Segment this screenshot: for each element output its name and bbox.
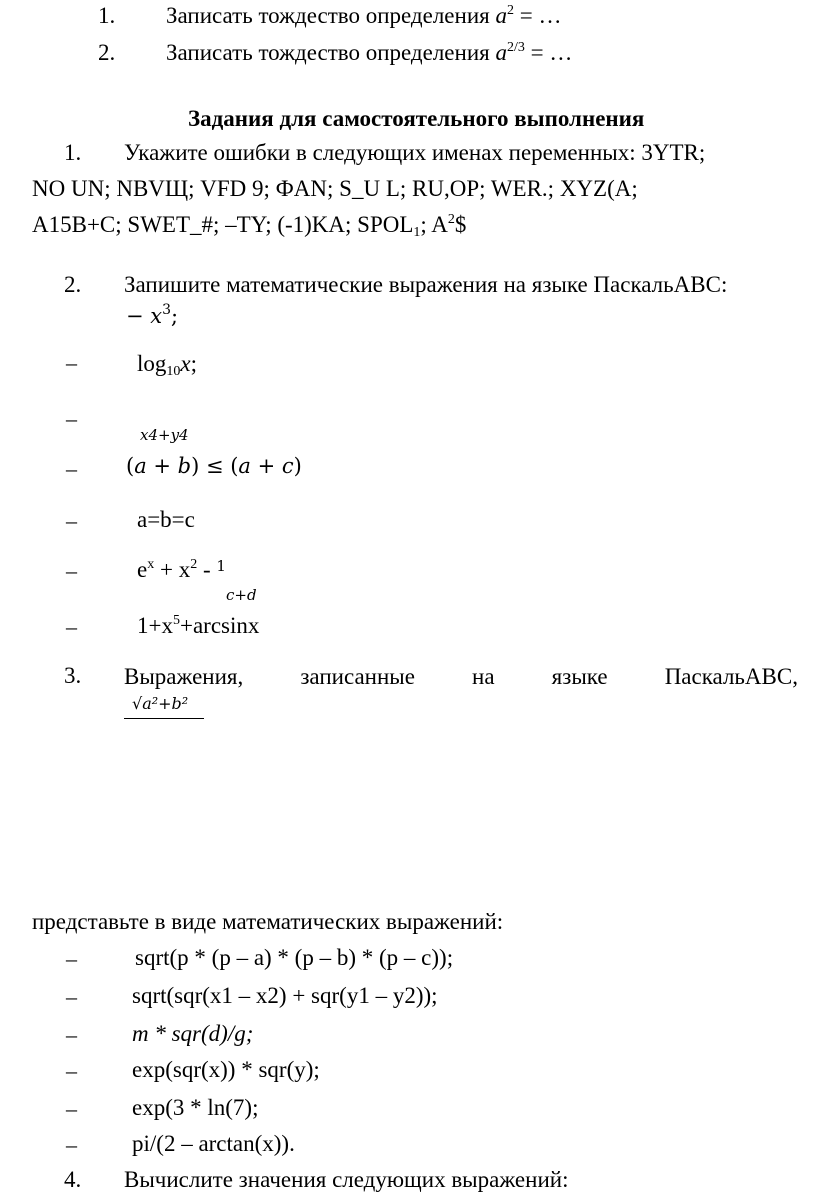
task-3-justified-line	[124, 664, 798, 690]
task-3-number: 3.	[64, 663, 82, 688]
dash-bullet: –	[66, 1096, 77, 1121]
task-2-number: 2.	[64, 272, 82, 297]
task-3-expr: exp(3 * ln(7);	[132, 1095, 259, 1120]
dash-bullet: –	[66, 558, 77, 583]
item-1-number: 1.	[98, 3, 116, 28]
task-1-line-1: Укажите ошибки в следующих именах переменных: 3YTR;	[124, 140, 706, 165]
task-2-expr-equality: a=b=c	[137, 507, 195, 532]
task-3-sqrt-expr: √𝑎²+𝑏²	[132, 694, 189, 713]
task-2-frac-numerator: 𝑥4+𝑦4	[140, 426, 189, 444]
dash-bullet: –	[66, 946, 77, 971]
dash-bullet: –	[66, 614, 77, 639]
task-3-word: языке	[551, 664, 608, 689]
item-2-number: 2.	[98, 40, 116, 65]
dash-bullet: –	[66, 1132, 77, 1157]
dash-bullet: –	[66, 406, 77, 431]
task-2-text: Запишите математические выражения на языке ПаскальABC:	[124, 272, 728, 297]
task-2-expr-log: $\log_{10}x$;	[137, 351, 197, 379]
dash-bullet: –	[66, 456, 77, 481]
dash-bullet: –	[66, 984, 77, 1009]
dash-bullet: –	[66, 350, 77, 375]
task-3-expr: sqrt(sqr(x1 – x2) + sqr(y1 – y2));	[132, 983, 438, 1008]
dash-bullet: –	[66, 1058, 77, 1083]
task-1-line-3: A15B+C; SWET_#; –TY; (-1)KA; $SPOL_1$; $A^2\$$	[32, 212, 467, 240]
task-2-expr-arcsin: $1+x^5+\arcsin x$	[137, 613, 260, 638]
task-1-line-2: NO UN; NBVЩ; VFD 9; ФAN; S_U L; RU,OP; WER.; XYZ(A;	[32, 176, 638, 201]
item-2-text: Записать тождество определения $a^{2/3}$ = …	[166, 40, 573, 65]
dash-bullet: –	[66, 1022, 77, 1047]
task-4-number: 4.	[64, 1167, 82, 1192]
task-3-expr: m * sqr(d)/g;	[132, 1021, 254, 1046]
task-3-word: ПаскальABC,	[664, 664, 798, 689]
task-4-text: Вычислите значения следующих выражений:	[124, 1167, 569, 1192]
task-3-tail: представьте в виде математических выражений:	[32, 909, 504, 934]
task-3-expr: exp(sqr(x)) * sqr(y);	[132, 1057, 320, 1082]
fraction-bar	[124, 718, 204, 719]
task-3-expr: sqrt(p * (p – a) * (p – b) * (p – c));	[135, 945, 454, 970]
task-2-frac-denominator: 𝑐+𝑑	[226, 586, 257, 604]
task-3-expr: pi/(2 – arctan(x)).	[132, 1131, 295, 1156]
task-3-word: записанные	[300, 664, 415, 689]
task-2-expr-exp: $e^x + x^2 - ^1$	[137, 557, 226, 582]
dash-bullet: –	[66, 508, 77, 533]
task-3-word: на	[472, 664, 495, 689]
task-1-number: 1.	[64, 140, 82, 165]
task-2-expr-cube: − 𝑥$^3$;	[126, 302, 179, 328]
task-2-expr-inequality: (𝑎 + 𝑏) ≤ (𝑎 + 𝑐)	[126, 454, 302, 478]
section-heading: Задания для самостоятельного выполнения	[188, 106, 645, 131]
item-1-text: Записать тождество определения $a^2$ = …	[166, 3, 562, 28]
task-3-word: Выражения,	[124, 664, 244, 689]
